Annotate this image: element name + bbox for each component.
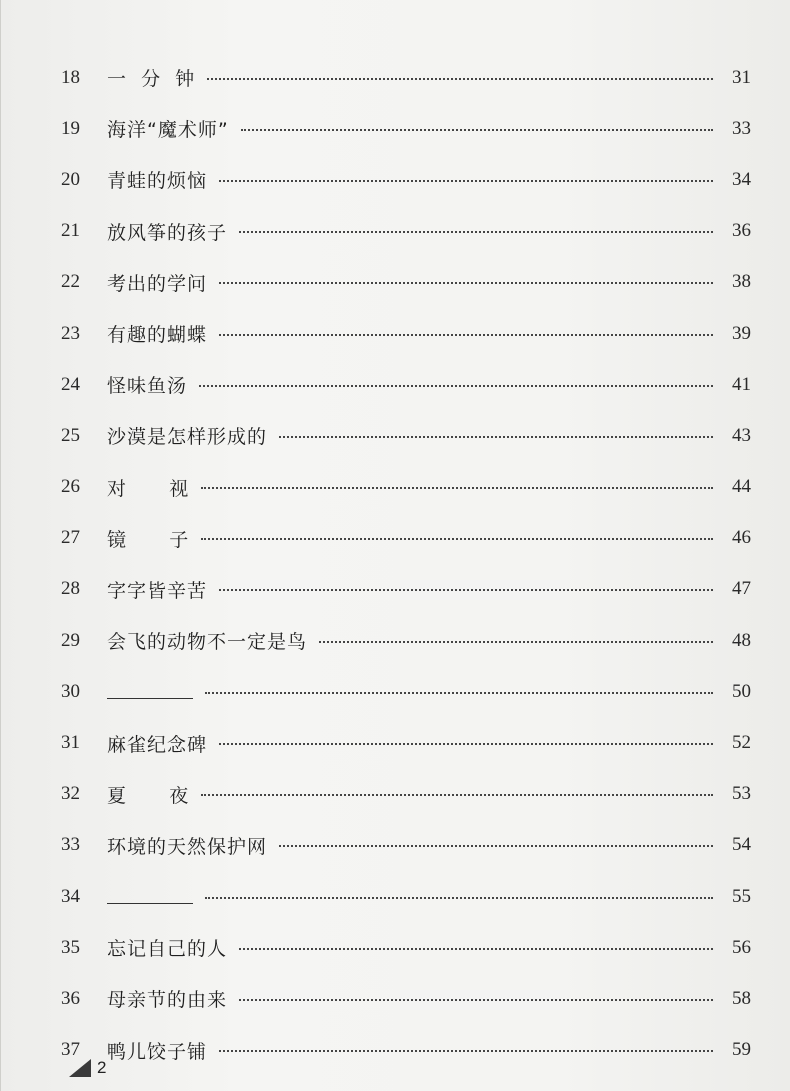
toc-entry [61, 410, 751, 461]
lesson-title: 会飞的动物不一定是鸟 [107, 631, 308, 654]
lesson-title: 海洋“魔术师” [107, 119, 229, 142]
lesson-title: 母亲节的由来 [107, 989, 228, 1012]
lesson-number: 22 [61, 271, 80, 293]
toc-entry [61, 513, 751, 564]
toc-entry [61, 462, 751, 513]
lesson-number: 36 [61, 987, 80, 1009]
dot-leader [205, 897, 713, 899]
entry-page-number: 54 [732, 834, 751, 856]
lesson-number: 19 [61, 117, 80, 139]
entry-page-number: 41 [732, 373, 751, 395]
dot-leader [219, 589, 713, 591]
entry-page-number: 34 [732, 168, 751, 190]
entry-page-number: 36 [732, 220, 751, 242]
lesson-title: 鸭儿饺子铺 [107, 1040, 208, 1063]
entry-page-number: 55 [732, 885, 751, 907]
lesson-title: 沙漠是怎样形成的 [107, 426, 268, 449]
dot-leader [239, 999, 713, 1001]
entry-page-number: 33 [732, 117, 751, 139]
entry-page-number: 58 [732, 987, 751, 1009]
blank-title-line [107, 903, 193, 904]
toc-entry [61, 769, 751, 820]
toc-entry [61, 257, 751, 308]
corner-triangle-icon [69, 1059, 91, 1077]
dot-leader [319, 641, 713, 643]
entry-page-number: 50 [732, 680, 751, 702]
lesson-number: 33 [61, 834, 80, 856]
dot-leader [219, 180, 713, 182]
toc-entry [61, 359, 751, 410]
lesson-title: 镜 子 [107, 528, 190, 551]
toc-entry [61, 666, 751, 717]
table-of-contents [61, 52, 751, 1076]
lesson-title: 怪味鱼汤 [107, 375, 188, 398]
entry-page-number: 48 [732, 629, 751, 651]
lesson-number: 35 [61, 936, 80, 958]
entry-page-number: 52 [732, 732, 751, 754]
toc-entry [61, 871, 751, 922]
page-footer [69, 1058, 106, 1078]
toc-entry [61, 820, 751, 871]
dot-leader [219, 743, 713, 745]
dot-leader [205, 692, 713, 694]
lesson-number: 31 [61, 732, 80, 754]
dot-leader [201, 794, 713, 796]
lesson-title: 忘记自己的人 [107, 938, 228, 961]
lesson-title: 字字皆辛苦 [107, 579, 208, 602]
lesson-title: 麻雀纪念碑 [107, 733, 208, 756]
dot-leader [207, 78, 713, 80]
toc-entry [61, 717, 751, 768]
lesson-title: 对 视 [107, 477, 190, 500]
lesson-number: 28 [61, 578, 80, 600]
dot-leader [279, 845, 713, 847]
entry-page-number: 47 [732, 578, 751, 600]
entry-page-number: 44 [732, 476, 751, 498]
entry-page-number: 31 [732, 66, 751, 88]
entry-page-number: 56 [732, 936, 751, 958]
lesson-number: 27 [61, 527, 80, 549]
lesson-number: 30 [61, 680, 80, 702]
lesson-title: 一 分 钟 [107, 68, 196, 91]
dot-leader [199, 385, 713, 387]
lesson-number: 24 [61, 373, 80, 395]
lesson-number: 37 [61, 1039, 80, 1061]
lesson-title: 环境的天然保护网 [107, 835, 268, 858]
lesson-number: 18 [61, 66, 80, 88]
lesson-number: 29 [61, 629, 80, 651]
blank-title-line [107, 698, 193, 699]
lesson-number: 32 [61, 783, 80, 805]
dot-leader [241, 129, 713, 131]
toc-entry [61, 206, 751, 257]
page-number: 2 [97, 1058, 107, 1077]
toc-entry [61, 308, 751, 359]
lesson-number: 20 [61, 168, 80, 190]
entry-page-number: 59 [732, 1039, 751, 1061]
entry-page-number: 46 [732, 527, 751, 549]
lesson-title: 夏 夜 [107, 784, 190, 807]
toc-entry [61, 973, 751, 1024]
toc-entry [61, 154, 751, 205]
lesson-title: 考出的学问 [107, 272, 208, 295]
entry-page-number: 43 [732, 424, 751, 446]
lesson-number: 25 [61, 424, 80, 446]
entry-page-number: 39 [732, 322, 751, 344]
lesson-title: 放风筝的孩子 [107, 221, 228, 244]
toc-entry [61, 103, 751, 154]
dot-leader [219, 334, 713, 336]
lesson-number: 21 [61, 220, 80, 242]
dot-leader [239, 231, 713, 233]
toc-entry [61, 52, 751, 103]
toc-entry [61, 922, 751, 973]
dot-leader [201, 487, 713, 489]
lesson-title: 有趣的蝴蝶 [107, 324, 208, 347]
lesson-title: 青蛙的烦恼 [107, 170, 208, 193]
lesson-number: 26 [61, 476, 80, 498]
dot-leader [201, 538, 713, 540]
lesson-number: 23 [61, 322, 80, 344]
toc-entry [61, 1025, 751, 1076]
dot-leader [219, 1050, 713, 1052]
lesson-number: 34 [61, 885, 80, 907]
entry-page-number: 38 [732, 271, 751, 293]
dot-leader [219, 282, 713, 284]
dot-leader [279, 436, 713, 438]
toc-entry [61, 615, 751, 666]
toc-entry [61, 564, 751, 615]
entry-page-number: 53 [732, 783, 751, 805]
dot-leader [239, 948, 713, 950]
